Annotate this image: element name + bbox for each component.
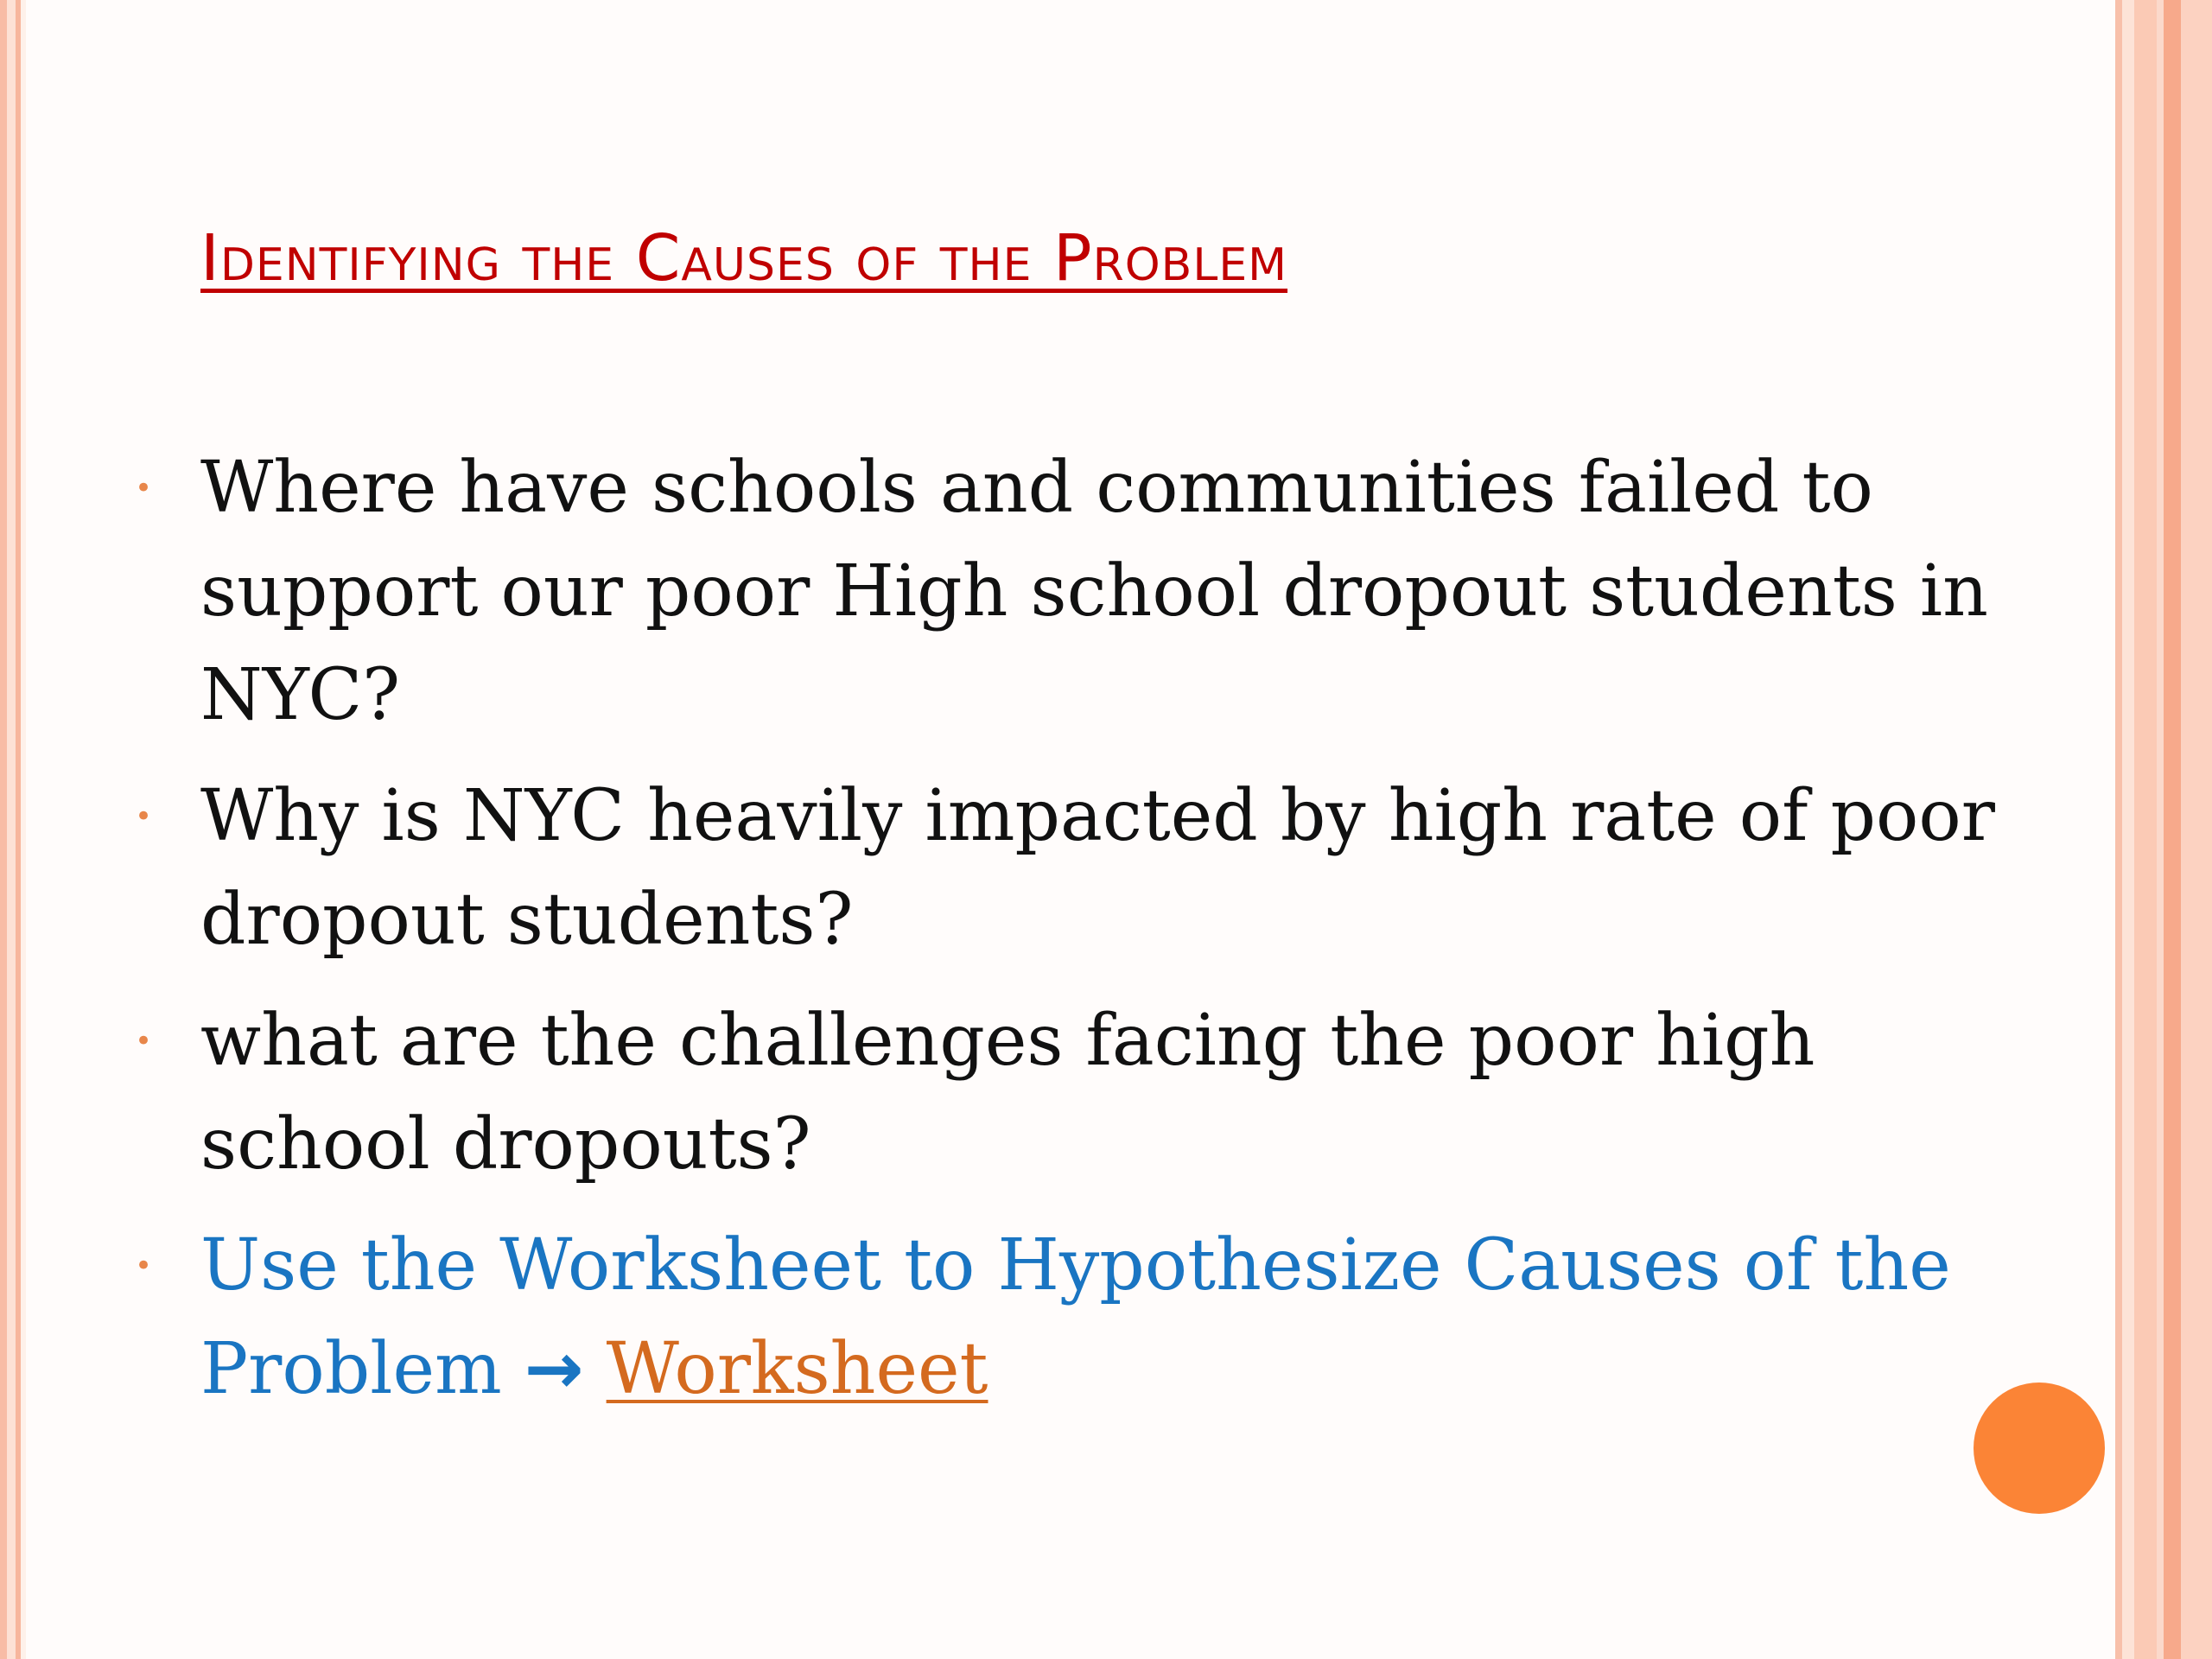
bullet-item bbox=[130, 989, 2065, 1197]
arrow-right-icon: → bbox=[524, 1328, 584, 1410]
right-border-stripe bbox=[2164, 0, 2181, 1659]
bullet-text: Why is NYC heavily impacted by high rate of poor dropout students? bbox=[200, 775, 1995, 961]
action-text: Use the Worksheet to Hypothesize Causes of the Problem bbox=[200, 1224, 1951, 1410]
left-border-stripe bbox=[7, 0, 16, 1659]
left-border-stripe bbox=[21, 0, 26, 1659]
bullet-dot-icon: • bbox=[135, 799, 153, 834]
right-border-stripe bbox=[2181, 0, 2212, 1659]
bullet-item bbox=[130, 436, 2065, 747]
bullet-dot-icon: • bbox=[135, 1024, 153, 1058]
worksheet-link[interactable]: Worksheet bbox=[606, 1328, 988, 1410]
bullet-dot-icon: • bbox=[135, 471, 153, 505]
bullet-text: what are the challenges facing the poor high school dropouts? bbox=[200, 1000, 1815, 1185]
bullet-item bbox=[130, 765, 2065, 972]
bullet-text: Where have schools and communities failed to support our poor High school dropout students in NYC? bbox=[200, 447, 1988, 736]
bullet-list bbox=[130, 436, 2065, 1439]
bullet-dot-icon: • bbox=[135, 1249, 153, 1283]
right-border-stripe bbox=[2115, 0, 2122, 1659]
right-border-stripe bbox=[2134, 0, 2157, 1659]
bullet-item-action bbox=[130, 1214, 2065, 1421]
left-border-stripe bbox=[0, 0, 7, 1659]
right-border-stripe bbox=[2122, 0, 2134, 1659]
slide-title: Identifying the Causes of the Problem bbox=[200, 221, 1288, 296]
right-border-stripe bbox=[2157, 0, 2164, 1659]
accent-circle bbox=[1974, 1382, 2105, 1514]
